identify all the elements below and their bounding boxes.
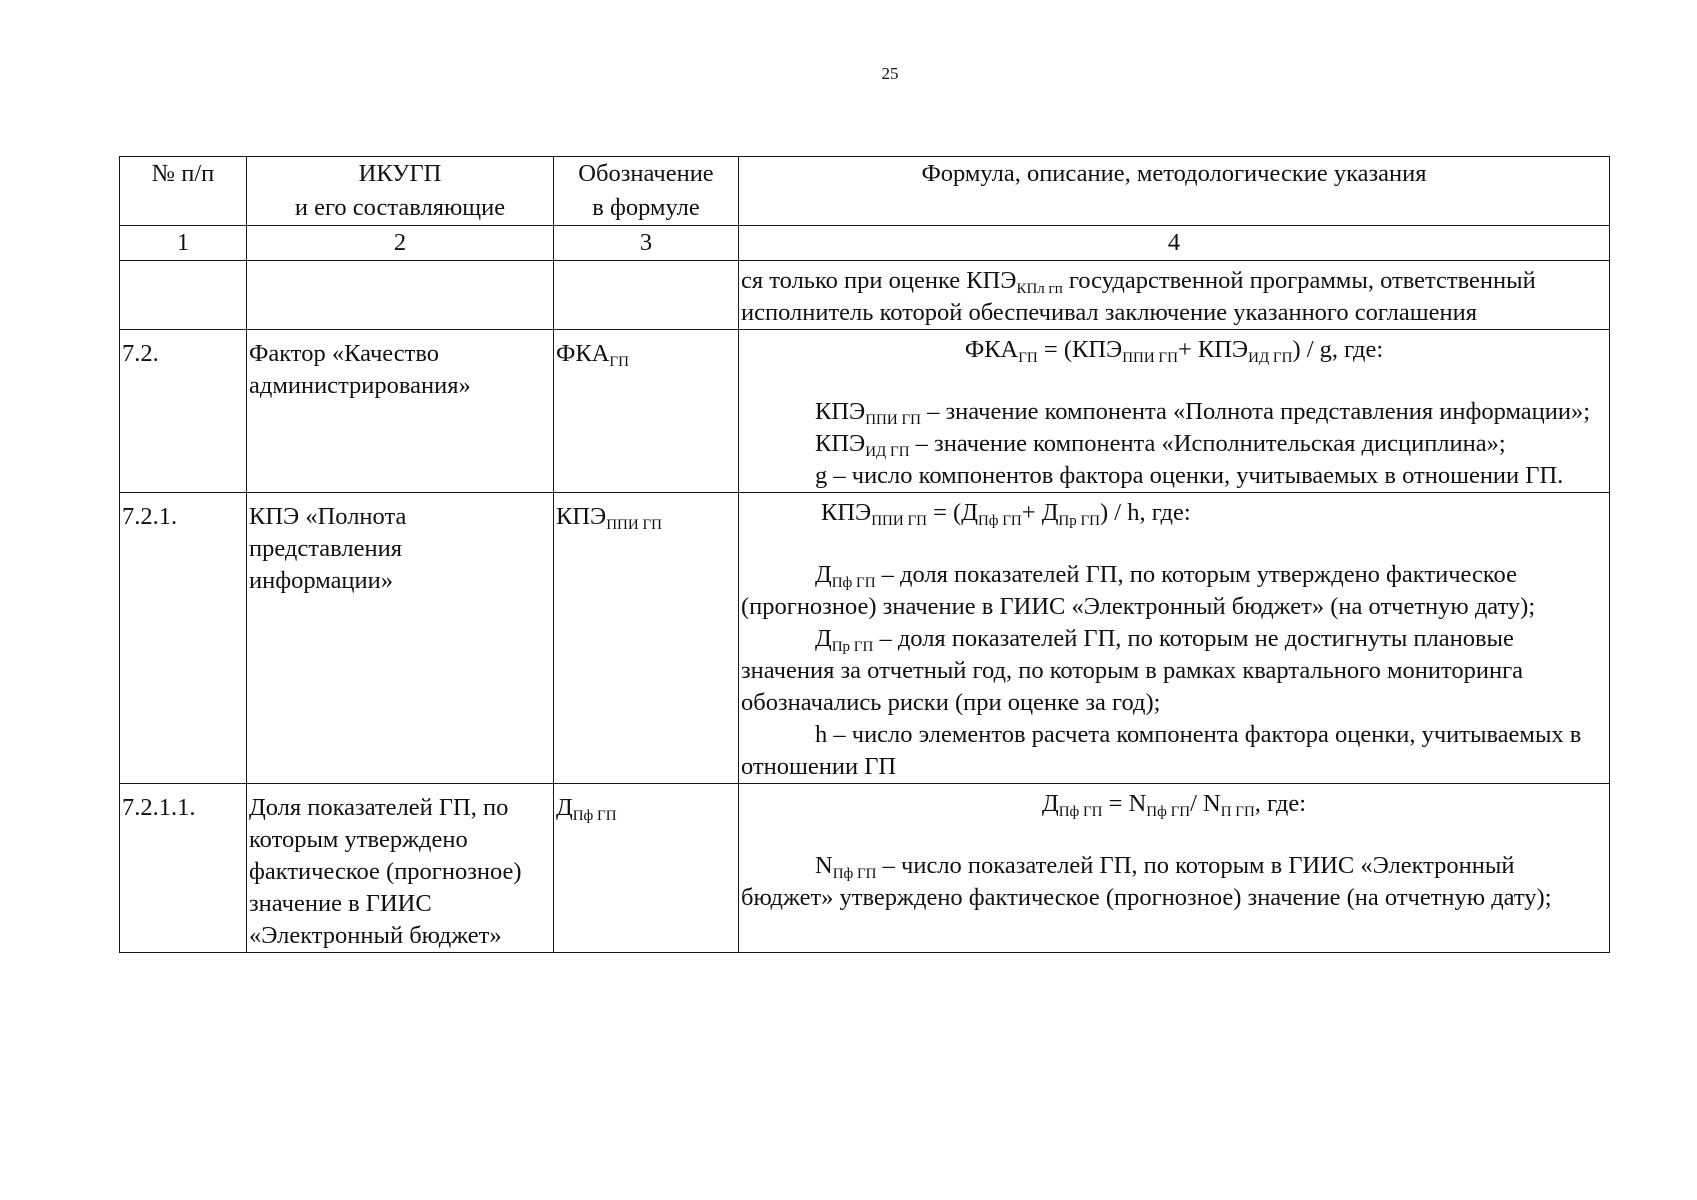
row-number: 7.2.1. <box>120 493 247 784</box>
row-symbol <box>554 261 739 330</box>
row-description <box>739 784 1610 953</box>
table-row <box>120 330 1610 493</box>
row-symbol: $Д_{Пф ГП}$ <box>554 784 739 953</box>
definition: $КПЭ_{ППИ ГП}$ – значение компонента «Полнота представления информации»; <box>815 398 1591 428</box>
row-number <box>120 261 247 330</box>
page-number: 25 <box>881 64 899 83</box>
indicators-table <box>119 156 1610 953</box>
column-number: 4 <box>739 226 1610 261</box>
definition: $N_{Пф ГП}$ – число показателей ГП, по которым в ГИИС «Электронный бюджет» утверждено фактическое (прогнозное) значение (на отчетную дату); <box>741 852 1552 911</box>
definition: h – число элементов расчета компонента фактора оценки, учитываемых в отношении ГП <box>741 721 1582 780</box>
formula: $ФКА_{ГП} = (КПЭ_{ППИ ГП}+ КПЭ_{ИД ГП}) / g$, где: <box>964 336 1384 366</box>
definition: $КПЭ_{ИД ГП}$ – значение компонента «Исполнительская дисциплина»; <box>815 430 1506 460</box>
header-indicator: ИКУГП и его составляющие <box>247 157 554 226</box>
column-number: 2 <box>247 226 554 261</box>
table-row <box>120 493 1610 784</box>
formula: $КПЭ_{ППИ ГП} = (Д_{Пф ГП}+ Д_{Пр ГП}) / h$, где: <box>821 499 1191 529</box>
table-row <box>120 261 1610 330</box>
table-header-row <box>120 157 1610 226</box>
row-description: ся только при оценке $КПЭ_{КПл гп}$ государственной программы, ответственный исполнитель которой обеспечивал заключение указанного соглашения <box>739 261 1610 330</box>
definition: $Д_{Пр ГП}$ – доля показателей ГП, по которым не достигнуты плановые значения за отчетный год, по которым в рамках квартального мониторинга обозначались риски (при оценке за год); <box>741 625 1523 716</box>
header-number: № п/п <box>120 157 247 226</box>
row-number: 7.2.1.1. <box>120 784 247 953</box>
formula: $Д_{Пф ГП} = N_{Пф ГП}/$ $N_{П ГП}$, где: <box>1041 790 1307 820</box>
row-symbol: $ФКА_{ГП}$ <box>554 330 739 493</box>
row-symbol: $КПЭ_{ППИ ГП}$ <box>554 493 739 784</box>
row-indicator <box>247 261 554 330</box>
column-number-row <box>120 226 1610 261</box>
table-row <box>120 784 1610 953</box>
header-formula: Формула, описание, методологические указания <box>739 157 1610 226</box>
row-description <box>739 493 1610 784</box>
definition: g – число компонентов фактора оценки, учитываемых в отношении ГП. <box>815 462 1564 489</box>
column-number: 1 <box>120 226 247 261</box>
row-indicator: Фактор «Качество администрирования» <box>247 330 554 493</box>
row-description <box>739 330 1610 493</box>
column-number: 3 <box>554 226 739 261</box>
row-indicator: КПЭ «Полнота представления информации» <box>247 493 554 784</box>
row-indicator: Доля показателей ГП, по которым утверждено фактическое (прогнозное) значение в ГИИС «Электронный бюджет» <box>247 784 554 953</box>
definition: $Д_{Пф ГП}$ – доля показателей ГП, по которым утверждено фактическое (прогнозное) значение в ГИИС «Электронный бюджет» (на отчетную дату); <box>741 561 1536 620</box>
row-number: 7.2. <box>120 330 247 493</box>
header-designation: Обозначение в формуле <box>554 157 739 226</box>
